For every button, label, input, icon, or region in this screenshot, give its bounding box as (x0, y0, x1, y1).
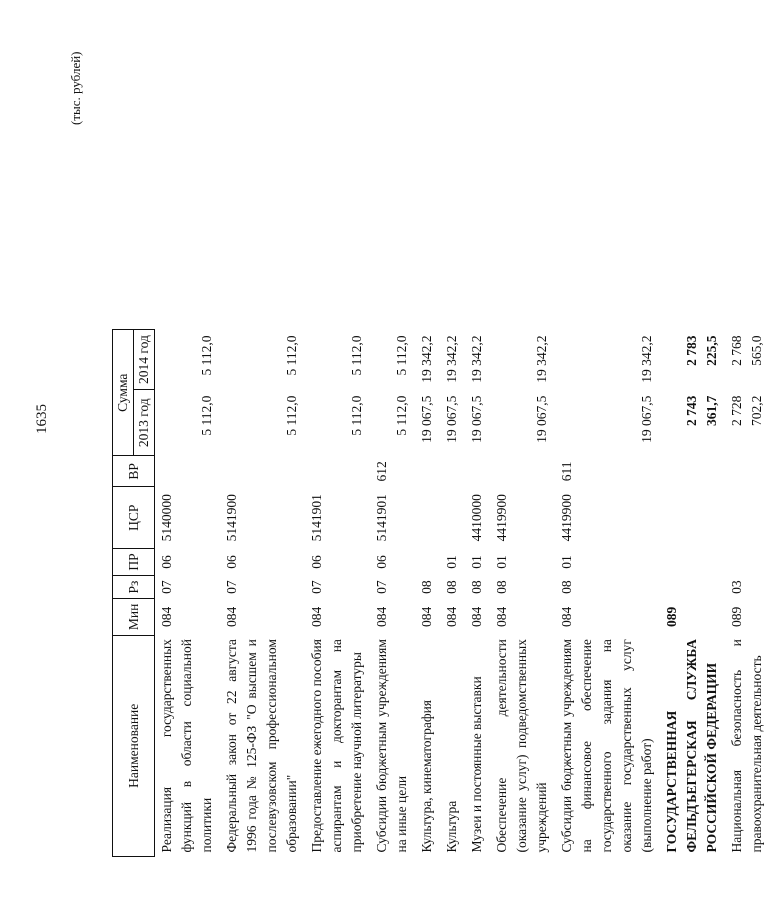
cell-rz: 08 (494, 580, 509, 594)
header-pr: ПР (113, 549, 155, 576)
table-row (725, 330, 770, 857)
cell-min: 089 (664, 606, 679, 628)
cell-y2013: 2 743 361,7 (684, 395, 719, 426)
cell-vr: 611 (559, 461, 574, 482)
cell-rz: 08 (419, 580, 434, 594)
header-year-2013: 2013 год (134, 390, 155, 456)
cell-y2014: 5 112,0 (199, 335, 214, 376)
cell-csr: 4410000 (469, 494, 484, 542)
cell-min: 084 (309, 606, 324, 628)
table-row (155, 330, 221, 857)
cell-name: Предоставление ежегодного пособия аспирантам и докторантам на приобретение научной литературы (309, 639, 364, 853)
cell-name: Обеспечение деятельности (оказание услуг) подведомственных учреждений (494, 639, 549, 853)
cell-y2014: 19 342,2 (534, 335, 549, 383)
cell-rz: 03 (729, 580, 744, 594)
cell-min: 084 (419, 606, 434, 628)
cell-pr: 01 (494, 555, 509, 569)
cell-min: 084 (444, 606, 459, 628)
table-row (660, 330, 725, 857)
cell-y2013: 5 112,0 (284, 395, 299, 436)
cell-csr: 5140000 (159, 494, 174, 542)
cell-y2014: 2 783 225,5 (684, 335, 719, 366)
budget-table (112, 329, 770, 857)
cell-vr (305, 456, 370, 487)
cell-name: Субсидии бюджетным учреждениям на иные цели (374, 639, 409, 853)
cell-min: 084 (224, 606, 239, 628)
header-rz: Рз (113, 575, 155, 598)
table-row (465, 330, 490, 857)
header-sum: Сумма (113, 330, 134, 456)
table-header-row-1 (113, 330, 134, 857)
cell-y2014: 5 112,0 (394, 335, 409, 376)
cell-y2013: 5 112,0 (349, 395, 364, 436)
cell-pr: 01 (559, 555, 574, 569)
cell-csr: 4419900 (559, 494, 574, 542)
cell-y2013: 19 067,5 (469, 395, 484, 443)
table-row (370, 330, 415, 857)
cell-y2013: 5 112,0 (199, 395, 214, 436)
cell-min: 084 (374, 606, 389, 628)
cell-name: ГОСУДАРСТВЕННАЯ ФЕЛЬДЪЕГЕРСКАЯ СЛУЖБА РОССИЙСКОЙ ФЕДЕРАЦИИ (664, 639, 719, 853)
table-row (415, 330, 440, 857)
cell-y2013: 19 067,5 (534, 395, 549, 443)
cell-y2013: 19 067,5 (639, 395, 654, 443)
cell-pr: 06 (374, 555, 389, 569)
header-name: Наименование (113, 635, 155, 856)
cell-vr (155, 456, 221, 487)
cell-name: Музеи и постоянные выставки (469, 676, 484, 853)
cell-pr: 01 (444, 555, 459, 569)
cell-min: 084 (494, 606, 509, 628)
cell-vr (490, 456, 555, 487)
cell-csr: 4419900 (494, 494, 509, 542)
cell-y2013: 19 067,5 (419, 395, 434, 443)
cell-rz (660, 575, 725, 598)
cell-min: 084 (559, 606, 574, 628)
cell-name: Культура, кинематография (419, 699, 434, 853)
cell-pr: 06 (309, 555, 324, 569)
cell-pr: 06 (224, 555, 239, 569)
cell-y2013: 2 728 702,2 (729, 395, 764, 426)
cell-vr (440, 456, 465, 487)
cell-y2014: 19 342,2 (469, 335, 484, 383)
cell-pr (660, 549, 725, 576)
cell-pr: 01 (469, 555, 484, 569)
cell-min: 084 (159, 606, 174, 628)
cell-csr: 5141901 (374, 494, 389, 542)
cell-rz: 07 (224, 580, 239, 594)
cell-pr (725, 549, 770, 576)
cell-csr (440, 487, 465, 549)
table-body (155, 330, 770, 857)
cell-y2014: 2 768 565,0 (729, 335, 764, 366)
cell-csr (660, 487, 725, 549)
budget-table-wrapper (112, 329, 770, 857)
header-year-2014: 2014 год (134, 330, 155, 390)
cell-y2014: 5 112,0 (284, 335, 299, 376)
cell-vr (465, 456, 490, 487)
cell-y2014: 19 342,2 (419, 335, 434, 383)
cell-rz: 08 (559, 580, 574, 594)
cell-min: 089 (729, 606, 744, 628)
cell-vr (725, 456, 770, 487)
cell-name: Федеральный закон от 22 августа 1996 года № 125-ФЗ "О высшем и послевузовском профессиональном образовании" (224, 639, 299, 853)
table-row (220, 330, 305, 857)
cell-rz: 08 (469, 580, 484, 594)
cell-min: 084 (469, 606, 484, 628)
table-row (440, 330, 465, 857)
page-number: 1635 (34, 404, 50, 434)
cell-vr: 612 (374, 461, 389, 482)
cell-pr: 06 (159, 555, 174, 569)
cell-name: Субсидии бюджетным учреждениям на финансовое обеспечение государственного задания на оказание государственных услуг (выполнение работ) (559, 639, 654, 853)
cell-name: Культура (444, 800, 459, 853)
header-csr: ЦСР (113, 487, 155, 549)
table-row (305, 330, 370, 857)
cell-csr: 5141900 (224, 494, 239, 542)
cell-name: Реализация государственных функций в области социальной политики (159, 639, 214, 853)
cell-rz: 07 (374, 580, 389, 594)
cell-pr (415, 549, 440, 576)
cell-vr (660, 456, 725, 487)
header-vr: ВР (113, 456, 155, 487)
cell-csr: 5141901 (309, 494, 324, 542)
cell-rz: 07 (309, 580, 324, 594)
cell-rz: 07 (159, 580, 174, 594)
table-row (490, 330, 555, 857)
cell-y2013: 19 067,5 (444, 395, 459, 443)
cell-y2014: 19 342,2 (639, 335, 654, 383)
cell-name: Национальная безопасность и правоохранительная деятельность (729, 639, 764, 853)
cell-csr (725, 487, 770, 549)
cell-rz: 08 (444, 580, 459, 594)
units-label: (тыс. рублей) (68, 51, 83, 125)
header-min: Мин (113, 599, 155, 635)
cell-y2014: 5 112,0 (349, 335, 364, 376)
table-row (555, 330, 660, 857)
cell-y2013: 5 112,0 (394, 395, 409, 436)
cell-vr (220, 456, 305, 487)
cell-vr (415, 456, 440, 487)
cell-csr (415, 487, 440, 549)
cell-y2014: 19 342,2 (444, 335, 459, 383)
